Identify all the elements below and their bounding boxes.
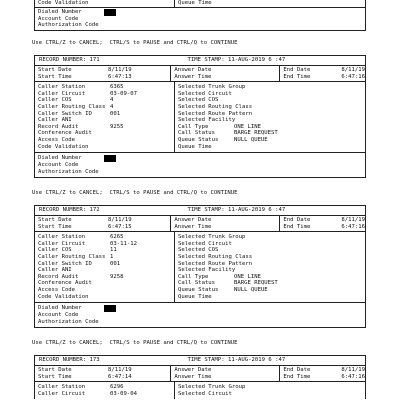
record-number-label: RECORD NUMBER: [39, 207, 87, 214]
caller-switch-id: 001 [110, 260, 121, 267]
control-hint-line: Use CTRL/Z to CANCEL; CTRL/S to PAUSE and CTRL/Q to CONTINUE [32, 190, 238, 196]
call-status: BARGE REQUEST [234, 130, 278, 137]
caller-routing-class-label: Caller Routing Class [38, 103, 106, 110]
authorization-code-label: Authorization Code [38, 318, 99, 325]
conference-audit-label: Conference Audit [38, 130, 92, 137]
record-number-label: RECORD NUMBER: [39, 357, 87, 364]
record-header [35, 206, 365, 216]
code-validation-label: Code Validation [38, 293, 89, 300]
caller-station-label: Caller Station [38, 384, 86, 391]
redaction-box [104, 9, 116, 16]
end-date-label: End Date [283, 217, 311, 223]
selected-trunk-group-label: Selected Trunk Group [178, 84, 246, 91]
answer-date-label: Answer Date [174, 367, 212, 373]
queue-status-label: Queue Status [178, 136, 219, 143]
caller-station: 6265 [110, 234, 124, 241]
control-hint-line: Use CTRL/Z to CANCEL; CTRL/S to PAUSE and CTRL/Q to CONTINUE [32, 40, 238, 46]
caller-switch-id: 001 [110, 110, 121, 117]
end-date-label: End Date [283, 367, 311, 373]
record-number: 173 [89, 357, 100, 364]
caller-station: 6365 [110, 84, 124, 91]
call-type: ONE LINE [234, 273, 261, 280]
caller-circuit: 03-09-04 [110, 390, 137, 397]
caller-ani-label: Caller ANI [38, 267, 72, 274]
record-number-label: RECORD NUMBER: [39, 57, 87, 64]
caller-cos: 4 [110, 97, 114, 104]
answer-date-label: Answer Date [174, 217, 212, 223]
dialed-number-label: Dialed Number [38, 155, 82, 162]
end-date: 8/11/19 [341, 217, 365, 223]
record-block [34, 205, 366, 328]
previous-record-tail [34, 0, 366, 31]
conference-audit-label: Conference Audit [38, 280, 92, 287]
queue-time-label: Queue Time [178, 0, 212, 6]
record-header [35, 356, 365, 366]
queue-time-label: Queue Time [178, 143, 212, 150]
selected-route-pattern-label: Selected Route Pattern [178, 110, 253, 117]
end-time-label: End Time [283, 73, 311, 80]
selected-circuit-label: Selected Circuit [178, 390, 232, 397]
end-time: 6:47:16 [341, 73, 365, 80]
record-number: 172 [89, 207, 100, 214]
call-status-label: Call Status [178, 130, 216, 137]
redaction-box [104, 155, 116, 162]
answer-time-label: Answer Time [174, 73, 212, 80]
record-block [34, 355, 366, 399]
caller-station-label: Caller Station [38, 84, 86, 91]
start-date-label: Start Date [38, 67, 72, 73]
end-time-label: End Time [283, 223, 311, 230]
selected-facility-label: Selected Facility [178, 117, 236, 124]
access-code-label: Access Code [38, 136, 76, 143]
selected-route-pattern-label: Selected Route Pattern [178, 260, 253, 267]
record-body [35, 232, 365, 303]
dialed-number-label: Dialed Number [38, 305, 82, 312]
caller-ani-label: Caller ANI [38, 117, 72, 124]
account-code-label: Account Code [38, 162, 79, 169]
time-stamp-label: TIME STAMP: [187, 57, 225, 64]
answer-time-label: Answer Time [174, 223, 212, 230]
start-date-label: Start Date [38, 217, 72, 223]
time-stamp: 11-AUG-2019 6 :47 [227, 57, 286, 64]
end-date: 8/11/19 [341, 67, 365, 73]
start-date: 8/11/19 [108, 217, 132, 223]
caller-routing-class: 4 [110, 103, 114, 110]
time-stamp: 11-AUG-2019 6 :47 [227, 207, 286, 214]
start-time: 6:47:13 [108, 73, 132, 80]
record-audit-label: Record Audit [38, 273, 79, 280]
answer-time-label: Answer Time [174, 373, 212, 380]
record-number: 171 [89, 57, 100, 64]
caller-circuit-label: Caller Circuit [38, 390, 86, 397]
call-status: BARGE REQUEST [234, 280, 278, 287]
time-stamp-label: TIME STAMP: [187, 207, 225, 214]
start-time: 6:47:14 [108, 373, 132, 380]
caller-cos-label: Caller COS [38, 97, 72, 104]
caller-circuit-label: Caller Circuit [38, 90, 86, 97]
caller-circuit: 03-09-07 [110, 90, 137, 97]
answer-date-label: Answer Date [174, 67, 212, 73]
selected-trunk-group-label: Selected Trunk Group [178, 234, 246, 241]
end-time: 6:47:16 [341, 223, 365, 230]
dates-row [35, 66, 365, 82]
control-hint-line: Use CTRL/Z to CANCEL; CTRL/S to PAUSE and CTRL/Q to CONTINUE [32, 340, 238, 346]
record-block [34, 55, 366, 178]
record-audit: 9258 [110, 273, 124, 280]
end-time: 6:47:16 [341, 373, 365, 380]
selected-facility-label: Selected Facility [178, 267, 236, 274]
caller-routing-class: 1 [110, 253, 114, 260]
selected-routing-class-label: Selected Routing Class [178, 253, 253, 260]
start-date-label: Start Date [38, 367, 72, 373]
caller-cos: 11 [110, 247, 117, 254]
access-code-label: Access Code [38, 286, 76, 293]
end-time-label: End Time [283, 373, 311, 380]
call-status-label: Call Status [178, 280, 216, 287]
queue-status: NULL QUEUE [234, 286, 268, 293]
record-body [35, 382, 365, 399]
selected-circuit-label: Selected Circuit [178, 240, 232, 247]
selected-trunk-group-label: Selected Trunk Group [178, 384, 246, 391]
call-type: ONE LINE [234, 123, 261, 130]
account-code-label: Account Code [38, 15, 79, 22]
caller-circuit-label: Caller Circuit [38, 240, 86, 247]
start-date: 8/11/19 [108, 67, 132, 73]
time-stamp: 11-AUG-2019 6 :47 [227, 357, 286, 364]
dates-row [35, 216, 365, 232]
dates-row [35, 366, 365, 382]
end-date: 8/11/19 [341, 367, 365, 373]
record-header [35, 56, 365, 66]
caller-station-label: Caller Station [38, 234, 86, 241]
caller-switch-id-label: Caller Switch ID [38, 110, 92, 117]
selected-routing-class-label: Selected Routing Class [178, 103, 253, 110]
record-audit: 9255 [110, 123, 124, 130]
caller-circuit: 03-11-12 [110, 240, 137, 247]
start-date: 8/11/19 [108, 367, 132, 373]
redaction-box [104, 305, 116, 312]
end-date-label: End Date [283, 67, 311, 73]
selected-circuit-label: Selected Circuit [178, 90, 232, 97]
caller-station: 6296 [110, 384, 124, 391]
record-audit-label: Record Audit [38, 123, 79, 130]
queue-status: NULL QUEUE [234, 136, 268, 143]
code-validation-label: Code Validation [38, 143, 89, 150]
queue-time-label: Queue Time [178, 293, 212, 300]
start-time: 6:47:15 [108, 223, 132, 230]
selected-cos-label: Selected COS [178, 97, 219, 104]
selected-cos-label: Selected COS [178, 247, 219, 254]
time-stamp-label: TIME STAMP: [187, 357, 225, 364]
call-type-label: Call Type [178, 123, 209, 130]
caller-routing-class-label: Caller Routing Class [38, 253, 106, 260]
start-time-label: Start Time [38, 73, 72, 80]
code-validation-label: Code Validation [35, 0, 175, 7]
dialed-number-label: Dialed Number [38, 8, 82, 15]
record-body [35, 82, 365, 153]
record-lower [35, 153, 365, 177]
start-time-label: Start Time [38, 373, 72, 380]
queue-status-label: Queue Status [178, 286, 219, 293]
authorization-code-label: Authorization Code [38, 168, 99, 175]
call-type-label: Call Type [178, 273, 209, 280]
caller-cos-label: Caller COS [38, 247, 72, 254]
record-lower [35, 303, 365, 327]
caller-switch-id-label: Caller Switch ID [38, 260, 92, 267]
authorization-code-label: Authorization Code [38, 22, 99, 29]
account-code-label: Account Code [38, 312, 79, 319]
start-time-label: Start Time [38, 223, 72, 230]
